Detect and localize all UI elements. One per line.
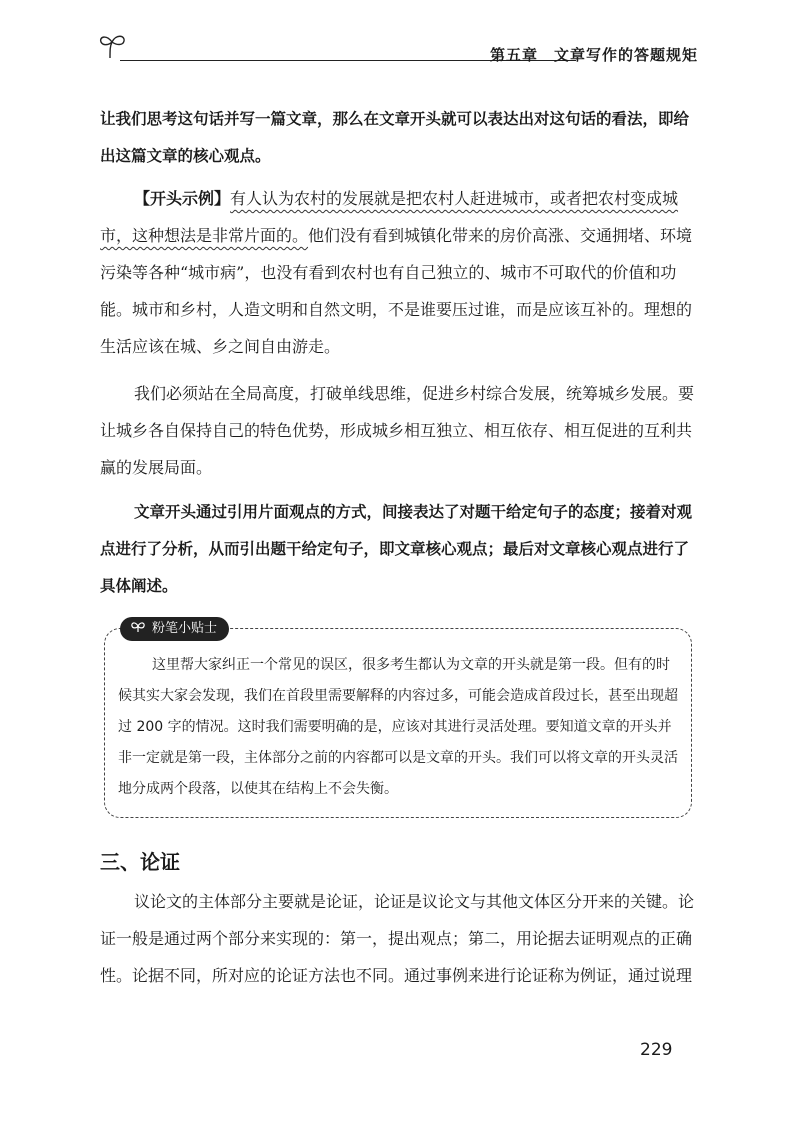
tip-badge <box>120 617 229 641</box>
leaf-icon <box>130 621 146 633</box>
example-paragraph-2: 我们必须站在全局高度，打破单线思维，促进乡村综合发展，统筹城乡发展。要让城乡各自保持自己的特色优势，形成城乡相互独立、相互依存、相互促进的互利共赢的发展局面。 <box>100 384 695 477</box>
tip-text: 这里帮大家纠正一个常见的误区，很多考生都认为文章的开头就是第一段。但有的时候其实大家会发现，我们在首段里需要解释的内容过多，可能会造成首段过长，甚至出现超过 200 字的情况。这时我们需要明确的是，应该对其进行灵活处理。要知道文章的开头并非一定就是第一段，主体部分之前的内容都可以是文章的开头。我们可以将文章的开头灵活地分成两个段落，以使其在结构上不会失衡。 <box>118 657 678 797</box>
example-underlined-text: 有人认为农村的发展就是把农村人赶进城市，或者把农村变成城市，这种想法是非常片面的。 <box>100 189 679 245</box>
tip-badge-label: 粉笔小贴士 <box>152 621 218 636</box>
analysis-paragraph: 文章开头通过引用片面观点的方式，间接表达了对题干给定句子的态度；接着对观点进行了分析，从而引出题干给定句子，即文章核心观点；最后对文章核心观点进行了具体阐述。 <box>100 503 693 595</box>
header-chapter-title: 文章写作的答题规矩 <box>553 46 698 64</box>
section-paragraph: 议论文的主体部分主要就是论证，论证是议论文与其他文体区分开来的关键。论证一般是通过两个部分来实现的：第一，提出观点；第二，用论据去证明观点的正确性。论据不同，所对应的论证方法也不同。通过事例来进行论证称为例证，通过说理 <box>100 892 695 985</box>
section-title: 三、论证 <box>100 850 180 874</box>
running-header <box>98 30 698 70</box>
header-title <box>474 44 698 65</box>
example-body-text: 他们没有看到城镇化带来的房价高涨、交通拥堵、环境污染等各种“城市病”，也没有看到农村也有自己独立的、城市不可取代的价值和功能。城市和乡村，人造文明和自然文明，不是谁要压过谁，而是应该互补的。理想的生活应该在城、乡之间自由游走。 <box>100 226 693 356</box>
sprout-icon <box>98 32 128 60</box>
example-paragraph <box>100 180 694 365</box>
example-label: 【开头示例】 <box>134 189 231 208</box>
header-chapter: 第五章 <box>489 46 538 64</box>
page-number: 229 <box>640 1040 673 1060</box>
intro-paragraph: 让我们思考这句话并写一篇文章，那么在文章开头就可以表达出对这句话的看法，即给出这篇文章的核心观点。 <box>100 110 690 165</box>
